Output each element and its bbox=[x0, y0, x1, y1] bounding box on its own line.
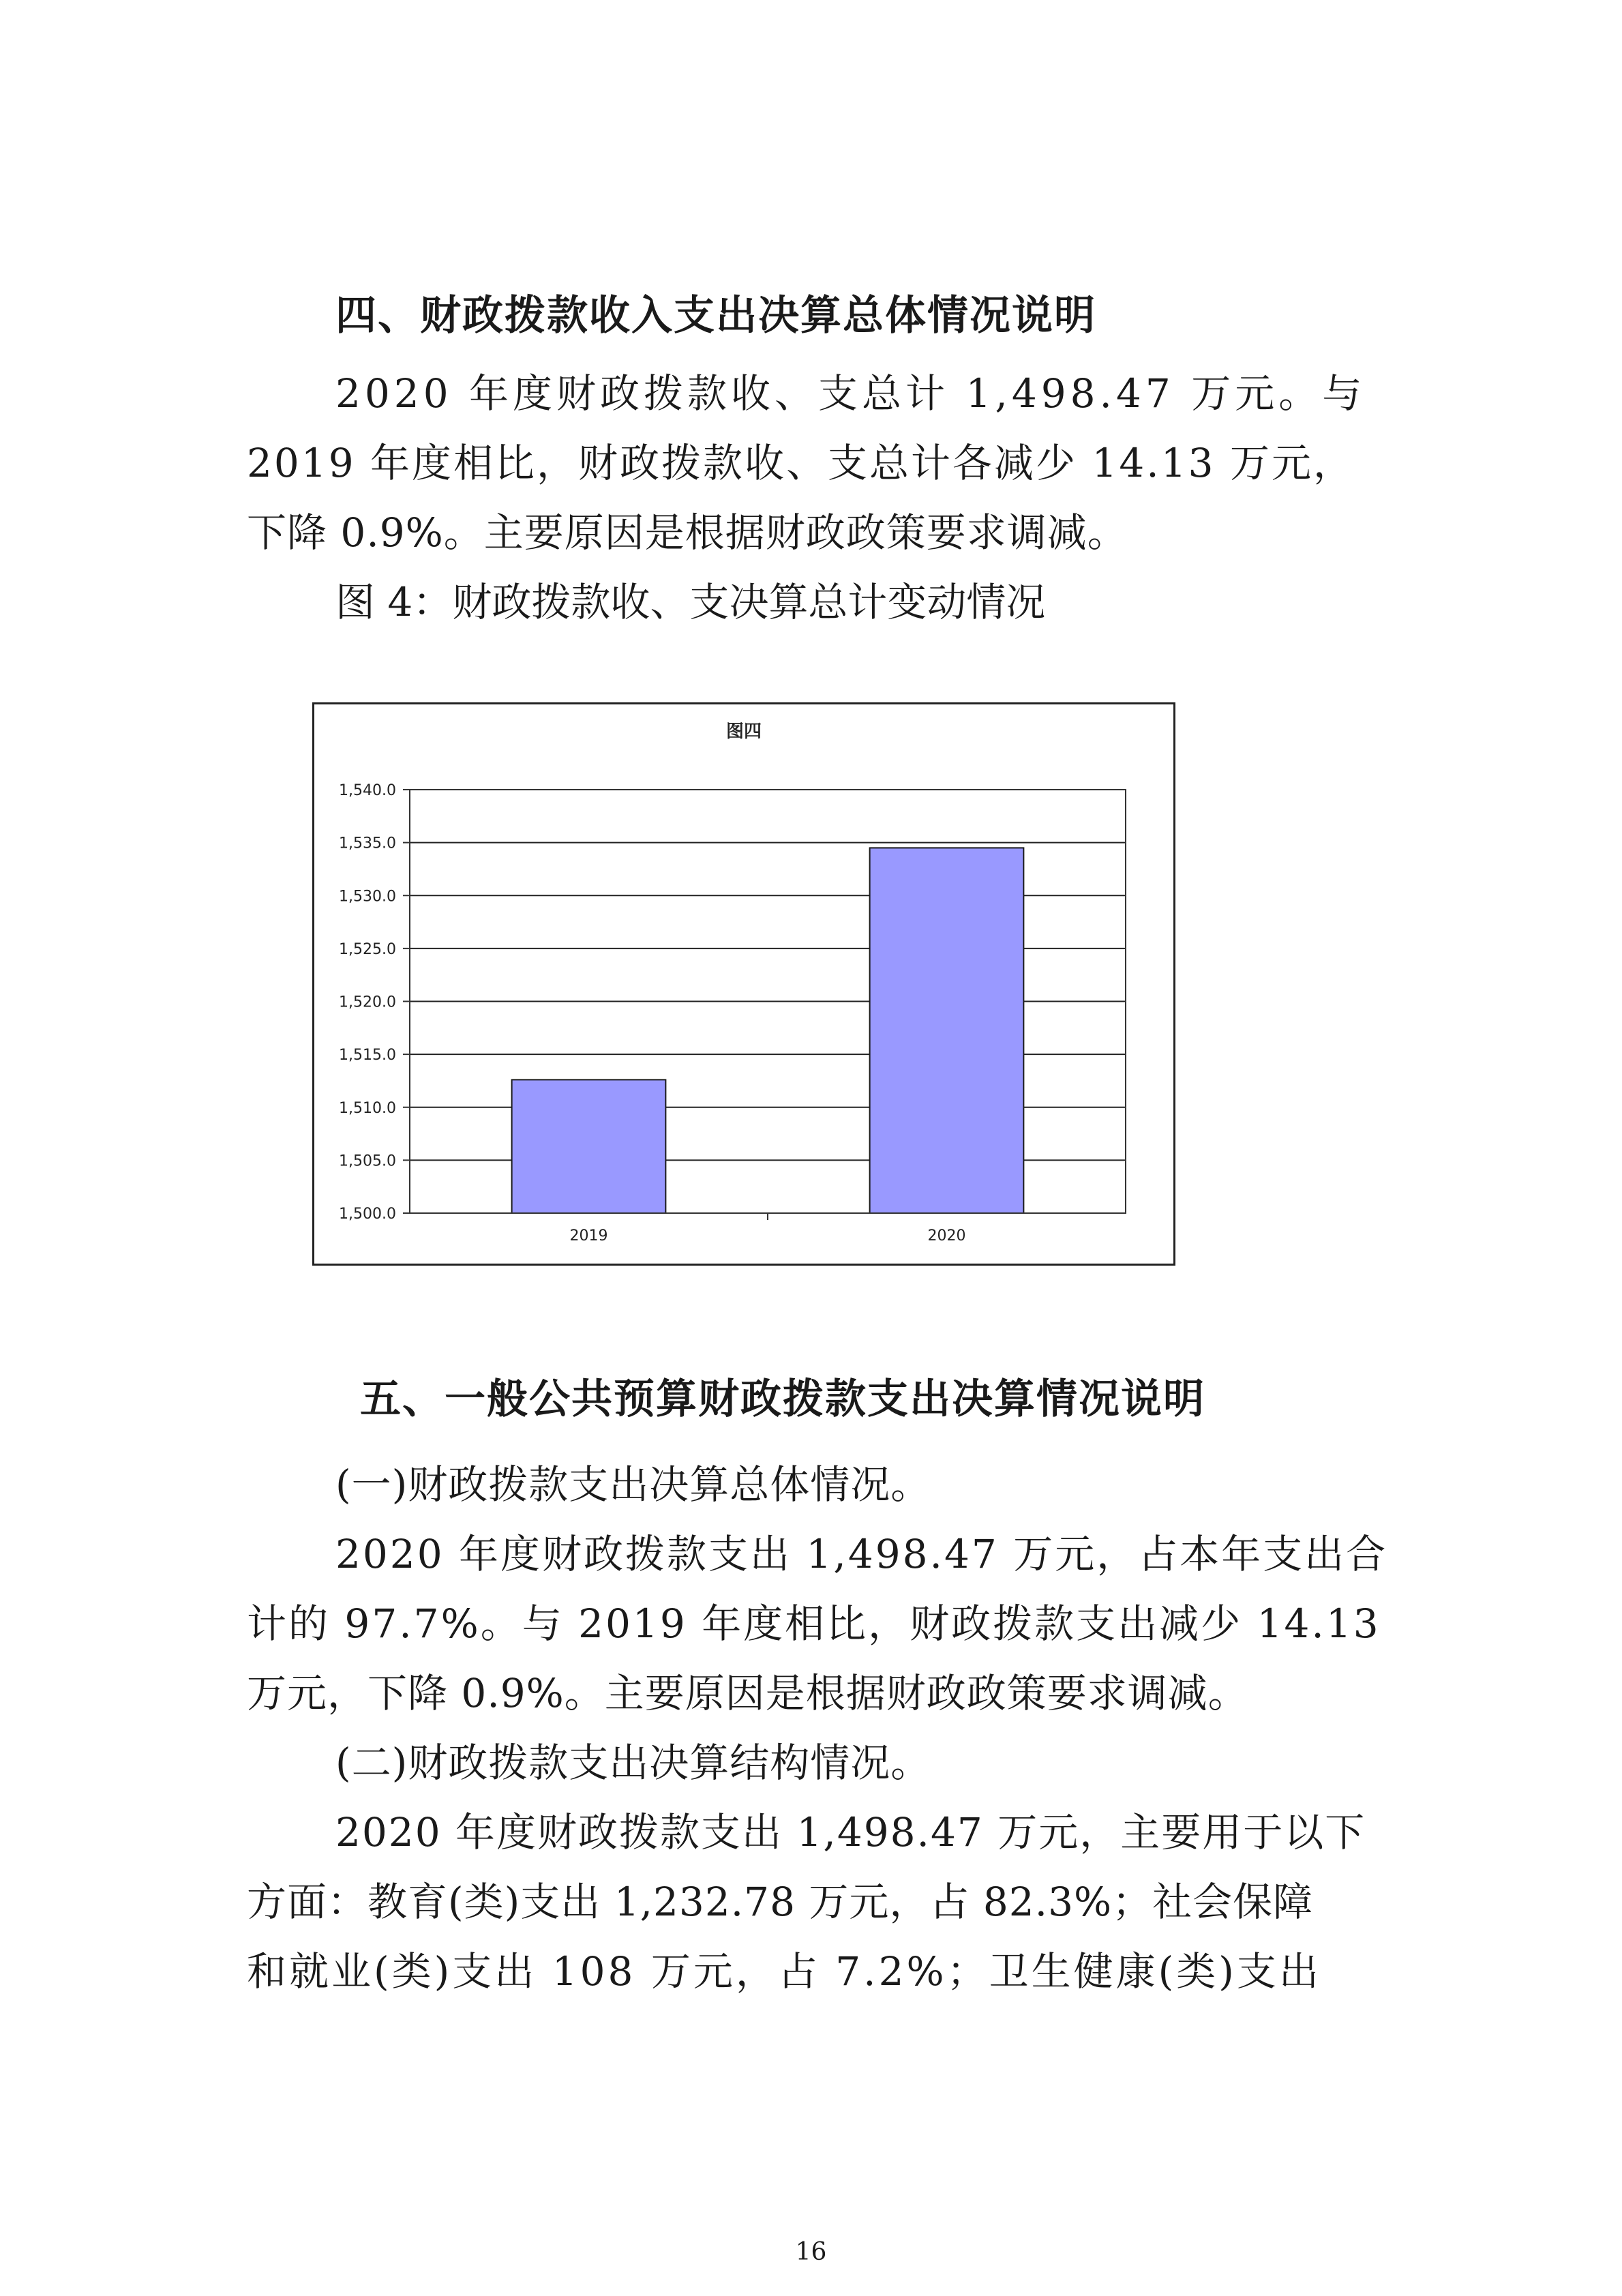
page-number: 16 bbox=[795, 2238, 827, 2266]
section5-heading: 五、一般公共预算财政拨款支出决算情况说明 bbox=[360, 1375, 1205, 1423]
y-tick-label: 1,535.0 bbox=[339, 835, 396, 852]
y-tick-label: 1,505.0 bbox=[339, 1152, 396, 1170]
section5-sub1-line-3: 万元，下降 0.9%。主要原因是根据财政政策要求调减。 bbox=[247, 1670, 1248, 1716]
section5-sub2-line-1: 2020 年度财政拨款支出 1,498.47 万元，主要用于以下 bbox=[335, 1809, 1366, 1855]
section4-line-2: 2019 年度相比，财政拨款收、支总计各减少 14.13 万元， bbox=[247, 440, 1355, 486]
bar-2019 bbox=[512, 1079, 666, 1213]
chart-title: 图四 bbox=[725, 721, 762, 742]
section5-sub1-line-1: 2020 年度财政拨款支出 1,498.47 万元，占本年支出合 bbox=[335, 1531, 1388, 1577]
y-tick-label: 1,530.0 bbox=[339, 888, 396, 906]
bar-2020 bbox=[870, 848, 1024, 1213]
y-tick-label: 1,500.0 bbox=[339, 1206, 396, 1223]
section5-sub1-line-2: 计的 97.7%。与 2019 年度相比，财政拨款支出减少 14.13 bbox=[247, 1600, 1381, 1647]
y-tick-label: 1,510.0 bbox=[339, 1099, 396, 1117]
section5-sub2-title: (二)财政拨款支出决算结构情况。 bbox=[335, 1740, 931, 1786]
y-tick-label: 1,520.0 bbox=[339, 994, 396, 1011]
y-tick-label: 1,525.0 bbox=[339, 940, 396, 958]
section5-sub2-line-3: 和就业(类)支出 108 万元，占 7.2%；卫生健康(类)支出 bbox=[247, 1948, 1321, 1995]
section5-sub1-title: (一)财政拨款支出决算总体情况。 bbox=[335, 1461, 931, 1508]
x-tick-label: 2020 bbox=[927, 1227, 966, 1244]
section4-heading: 四、财政拨款收入支出决算总体情况说明 bbox=[335, 292, 1096, 340]
x-tick-label: 2019 bbox=[569, 1227, 608, 1244]
y-tick-label: 1,540.0 bbox=[339, 782, 396, 799]
section4-line-3: 下降 0.9%。主要原因是根据财政政策要求调减。 bbox=[247, 509, 1128, 556]
bar-chart-frame bbox=[312, 702, 1175, 1266]
section5-sub2-line-2: 方面：教育(类)支出 1,232.78 万元，占 82.3%；社会保障 bbox=[247, 1879, 1314, 1925]
section4-line-1: 2020 年度财政拨款收、支总计 1,498.47 万元。与 bbox=[335, 370, 1366, 417]
y-tick-label: 1,515.0 bbox=[339, 1047, 396, 1064]
figure-caption: 图 4：财政拨款收、支决算总计变动情况 bbox=[335, 579, 1046, 625]
bar-chart bbox=[314, 704, 1173, 1264]
